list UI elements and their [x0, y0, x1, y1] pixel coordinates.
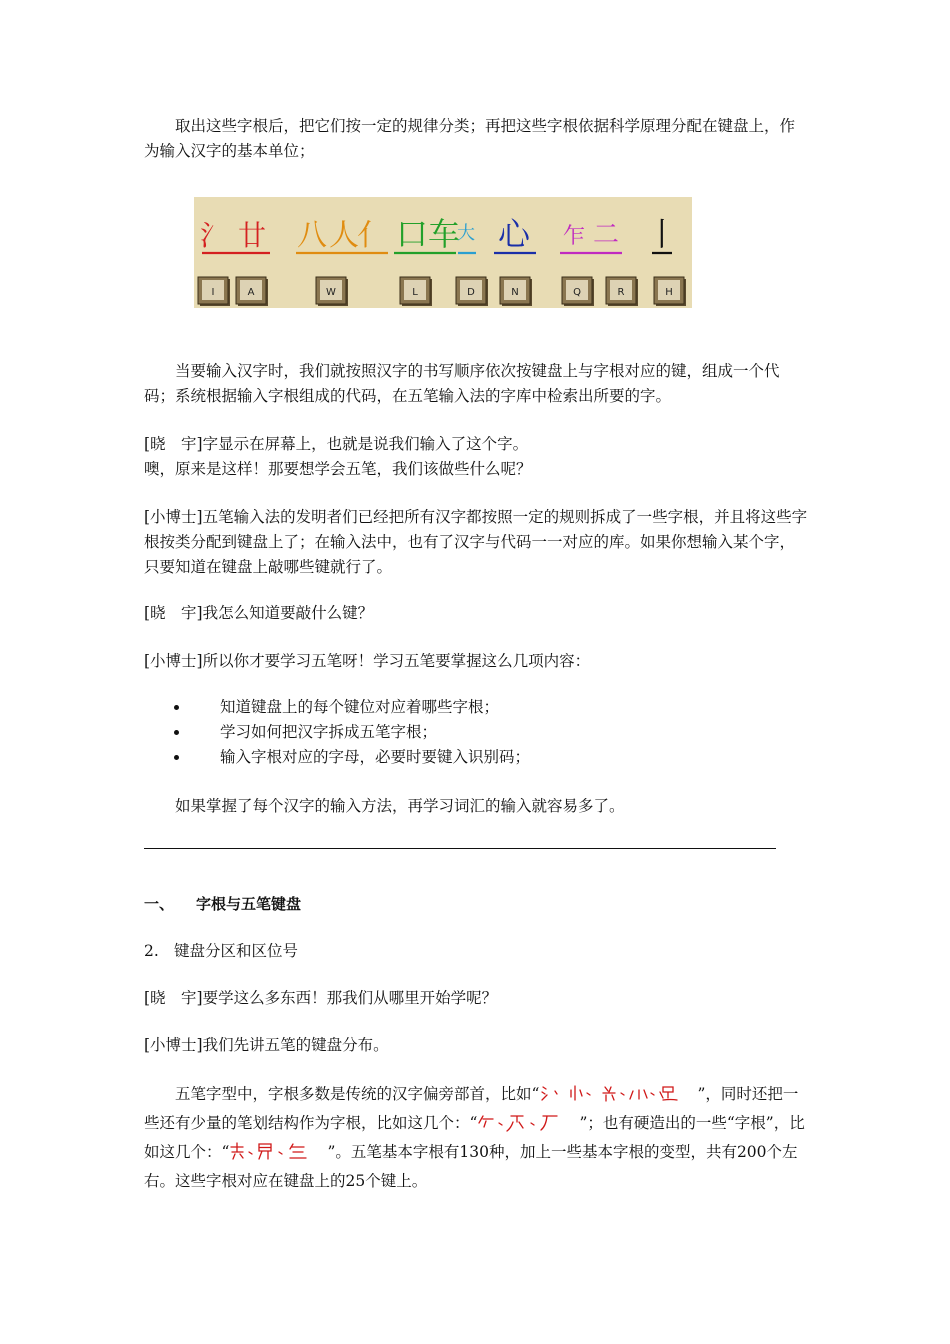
root-glyph: 车 [427, 215, 461, 253]
root-glyph: 亻 [357, 218, 387, 253]
key-label: N [511, 287, 519, 298]
keyboard-key [500, 277, 532, 306]
root-glyph: 口 [395, 215, 429, 253]
list-item: 知道键盘上的每个键位对应着哪些字根； [144, 695, 810, 720]
section-heading: 一、 字根与五笔键盘 [144, 895, 302, 913]
dialogue-doctor-3: [小博士]我们先讲五笔的键盘分布。 [144, 1036, 389, 1054]
key-label: R [617, 287, 625, 298]
subsection-heading: 2. 键盘分区和区位号 [144, 942, 299, 960]
keyboard-key [562, 277, 594, 306]
key-label: W [326, 287, 336, 298]
root-glyph: 乍 [562, 224, 586, 249]
key-label: L [412, 287, 418, 298]
paragraph-conclusion: 如果掌握了每个汉字的输入方法，再学习词汇的输入就容易多了。 [175, 797, 625, 815]
dialogue-xiaoyu-3: [晓 宇]我怎么知道要敲什么键？ [144, 604, 374, 622]
key-label: I [211, 287, 215, 298]
list-item: 学习如何把汉字拆成五笔字根； [144, 720, 810, 745]
root-glyph: 人 [329, 218, 359, 253]
bullet-icon [174, 705, 179, 710]
key-label: H [665, 287, 673, 298]
root-glyph: 二 [592, 220, 620, 250]
dialogue-xiaoyu-1: [晓 宇]字显示在屏幕上，也就是说我们输入了这个字。 [144, 435, 529, 453]
radical-examples-image [539, 1083, 697, 1103]
wubi-root-key-figure [194, 197, 692, 308]
dialogue-xiaoyu-2: 噢，原来是这样！那要想学会五笔，我们该做些什么呢？ [144, 460, 532, 478]
learning-items-list [144, 695, 810, 770]
dialogue-doctor-2: [小博士]所以你才要学习五笔呀！学习五笔要掌握这么几项内容： [144, 652, 591, 670]
keyboard-key [198, 277, 230, 306]
constructed-root-examples-image [229, 1141, 327, 1161]
bullet-icon [174, 730, 179, 735]
root-glyph: 大 [457, 223, 475, 244]
root-glyph: 八 [297, 218, 327, 253]
root-glyph: 氵 [199, 219, 229, 252]
keyboard-key [606, 277, 638, 306]
key-label: A [247, 287, 255, 298]
bullet-icon [174, 755, 179, 760]
key-label: D [467, 287, 475, 298]
keyboard-key [316, 277, 348, 306]
key-label: Q [573, 287, 581, 298]
keyboard-key [654, 277, 686, 306]
horizontal-divider [144, 848, 776, 849]
keyboard-key [236, 277, 268, 306]
dialogue-doctor-1: [小博士]五笔输入法的发明者们已经把所有汉字都按照一定的规则拆成了一些字根，并且将这些字根按类分配到键盘上了；在输入法中，也有了汉字与代码一一对应的库。如果你想输入某个字，只要知道在键盘上敲哪些键就行了。 [144, 508, 808, 576]
paragraph-input-process: 当要输入汉字时，我们就按照汉字的书写顺序依次按键盘上与字根对应的键，组成一个代码；系统根据输入字根组成的代码，在五笔输入法的字库中检索出所要的字。 [144, 362, 780, 405]
paragraph-intro: 取出这些字根后，把它们按一定的规律分类；再把这些字根依据科学原理分配在键盘上，作为输入汉字的基本单位； [144, 117, 796, 160]
root-glyph: 廿 [237, 219, 267, 252]
root-glyph: 丨 [645, 215, 679, 253]
dialogue-xiaoyu-4: [晓 宇]要学这么多东西！那我们从哪里开始学呢？ [144, 989, 498, 1007]
stroke-structure-examples-image [477, 1112, 579, 1132]
list-item: 输入字根对应的字母，必要时要键入识别码； [144, 745, 810, 770]
keyboard-key [400, 277, 432, 306]
paragraph-root-types: 五笔字型中，字根多数是传统的汉字偏旁部首，比如“ ”，同时还把一些还有少量的笔划结构作为字根，比如这几个：“ ”；也有硬造出的一些“字根”，比如这几个：“ ”。五笔基本字根有130种，加上一些基本字根的变型，共有200个左右。这些字根对应在键盘上的25个键上。 [144, 1085, 805, 1190]
keyboard-key [456, 277, 488, 306]
root-glyph: 心 [497, 215, 531, 253]
